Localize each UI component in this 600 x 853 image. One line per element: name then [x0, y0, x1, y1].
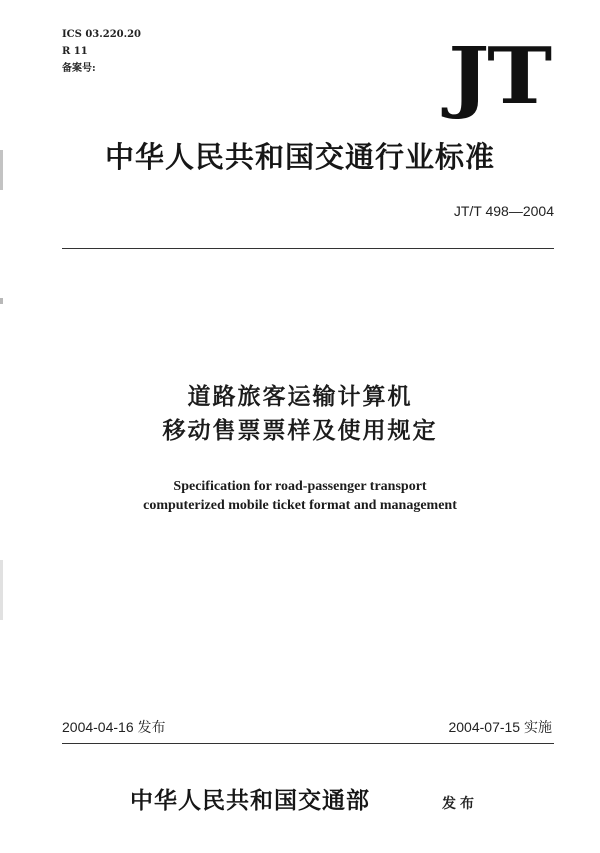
- top-divider: [62, 248, 554, 249]
- document-title-cn-line2: 移动售票票样及使用规定: [162, 418, 438, 444]
- scan-artifact: [0, 560, 3, 620]
- classification-code: R 11: [62, 46, 88, 57]
- document-title-en-line1: Specification for road-passenger transport: [173, 479, 427, 494]
- record-number-label: 备案号:: [62, 63, 96, 74]
- issue-date: 2004-04-16 发布: [62, 719, 166, 735]
- jt-logo: JT: [448, 31, 550, 122]
- standard-title: 中华人民共和国交通行业标准: [104, 140, 495, 174]
- scan-artifact: [0, 298, 3, 304]
- issue-label: 发布: [442, 796, 478, 812]
- issuing-authority: 中华人民共和国交通部: [130, 788, 370, 814]
- document-title-en-line2: computerized mobile ticket format and management: [143, 498, 457, 513]
- bottom-divider: [62, 743, 554, 744]
- document-title-cn-line1: 道路旅客运输计算机: [187, 384, 413, 410]
- implementation-date: 2004-07-15 实施: [448, 719, 552, 735]
- standard-number: JT/T 498—2004: [453, 203, 554, 219]
- ics-code: ICS 03.220.20: [62, 29, 142, 40]
